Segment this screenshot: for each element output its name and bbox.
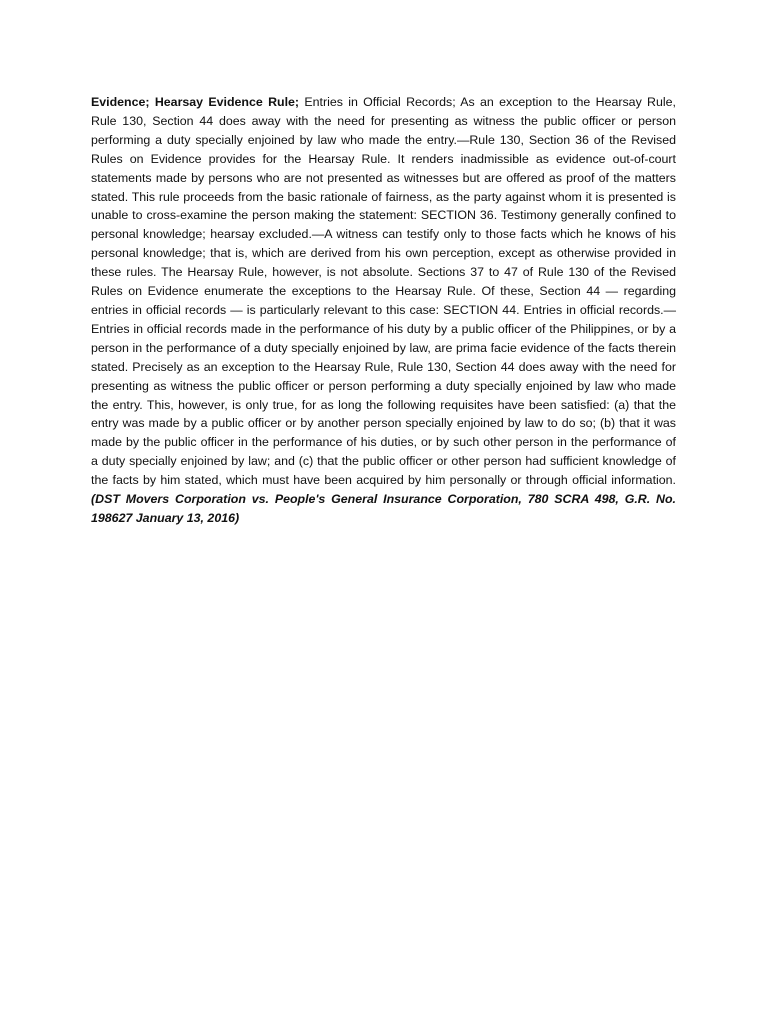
lead-heading: Evidence; Hearsay Evidence Rule; [91,95,300,109]
body-text: Entries in Official Records; As an exception to the Hearsay Rule, Rule 130, Section 44 does away with the need for presenting as witness the public officer or person performing a duty specially enjoined by law who made the entry.—Rule 130, Section 36 of the Revised Rules on Evidence provides for the Hearsay Rule. It renders inadmissible as evidence out-of-court statements made by persons who are not presented as witnesses but are offered as proof of the matters stated. This rule proceeds from the basic rationale of fairness, as the party against whom it is presented is unable to cross-examine the person making the statement: SECTION 36. Testimony generally confined to personal knowledge; hearsay excluded.—A witness can testify only to those facts which he knows of his personal knowledge; that is, which are derived from his own perception, except as otherwise provided in these rules. The Hearsay Rule, however, is not absolute. Sections 37 to 47 of Rule 130 of the Revised Rules on Evidence enumerate the exceptions to the Hearsay Rule. Of these, Section 44 — regarding entries in official records — is particularly relevant to this case: SECTION 44. Entries in official records.—Entries in official records made in the performance of his duty by a public officer of the Philippines, or by a person in the performance of a duty specially enjoined by law, are prima facie evidence of the facts therein stated. Precisely as an exception to the Hearsay Rule, Rule 130, Section 44 does away with the need for presenting as witness the public officer or person performing a duty specially enjoined by law who made the entry. This, however, is only true, for as long the following requisites have been satisfied: (a) that the entry was made by a public officer or by another person specially enjoined by law to do so; (b) that it was made by the public officer in the performance of his duties, or by such other person in the performance of a duty specially enjoined by law; and (c) that the public officer or other person had sufficient knowledge of the facts by him stated, which must have been acquired by him personally or through official information. [91,95,676,488]
case-digest-paragraph [91,93,676,528]
case-citation: (DST Movers Corporation vs. People's General Insurance Corporation, 780 SCRA 498, G.R. No. 198627 January 13, 2016) [91,492,676,525]
